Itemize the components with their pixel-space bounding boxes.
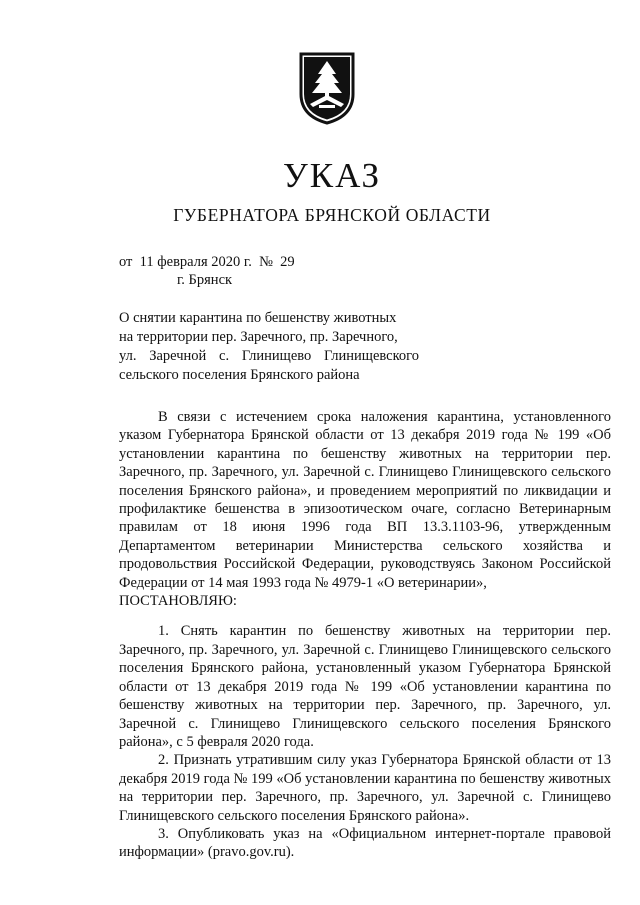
decree-item-2: 2. Признать утратившим силу указ Губернатора Брянской области от 13 декабря 2019 года № 199 «Об установлении карантина по бешенству животных на территории пер. Заречного, пр. Заречного, ул. Заречной с. Глинищево Глинищевского сельского поселения Брянского района». xyxy=(119,752,611,824)
document-subject xyxy=(119,309,419,385)
preamble-paragraph: В связи с истечением срока наложения карантина, установленного указом Губернатора Брянской области от 13 декабря 2019 года № 199 «Об установлении карантина по бешенству животных на территории пер. Заречного, пр. Заречного, ул. Заречной с. Глинищево Глинищевского сельского поселения Брянского района», и проведением мероприятий по ликвидации и профилактике бешенства в эпизоотическом очаге, согласно Ветеринарным правилам от 18 июня 1996 года ВП 13.3.1103-96, утвержденным Департаментом ветеринарии Министерства сельского хозяйства и продовольствия Российской Федерации, руководствуясь Законом Российской Федерации от 14 мая 1993 года № 4979-1 «О ветеринарии», xyxy=(119,409,611,591)
document-number: 29 xyxy=(280,254,295,270)
document-date: 11 февраля 2020 г. xyxy=(139,254,252,270)
document-meta xyxy=(119,253,295,289)
bryansk-coat-of-arms-icon xyxy=(297,50,357,126)
decree-word: ПОСТАНОВЛЯЮ: xyxy=(119,593,237,610)
decree-item-1: 1. Снять карантин по бешенству животных на территории пер. Заречного, пр. Заречного, ул. Заречной с. Глинищево Глинищевского сельского поселения Брянского района, установленный указом Губернатора Брянской области от 13 декабря 2019 года № 199 «Об установлении карантина по бешенству животных на территории пер. Заречного, пр. Заречного, ул. Заречной с. Глинищево Глинищевского сельского поселения Брянского района», с 5 февраля 2020 года. xyxy=(119,623,611,750)
subject-line: ул. Заречной с. Глинищево Глинищевского xyxy=(119,348,419,364)
subject-line: сельского поселения Брянского района xyxy=(119,367,360,383)
number-prefix: № xyxy=(259,254,273,270)
document-title: УКАЗ xyxy=(282,156,382,195)
date-number-line xyxy=(119,253,295,271)
document-body xyxy=(119,408,611,862)
subject-line: О снятии карантина по бешенству животных xyxy=(119,310,397,326)
document-city: г. Брянск xyxy=(177,272,233,288)
document-subtitle: ГУБЕРНАТОРА БРЯНСКОЙ ОБЛАСТИ xyxy=(173,205,491,225)
subject-line: на территории пер. Заречного, пр. Заречного, xyxy=(119,329,398,345)
decree-item-3: 3. Опубликовать указ на «Официальном интернет-портале правовой информации» (pravo.gov.ru). xyxy=(119,825,611,861)
date-prefix: от xyxy=(119,254,133,270)
